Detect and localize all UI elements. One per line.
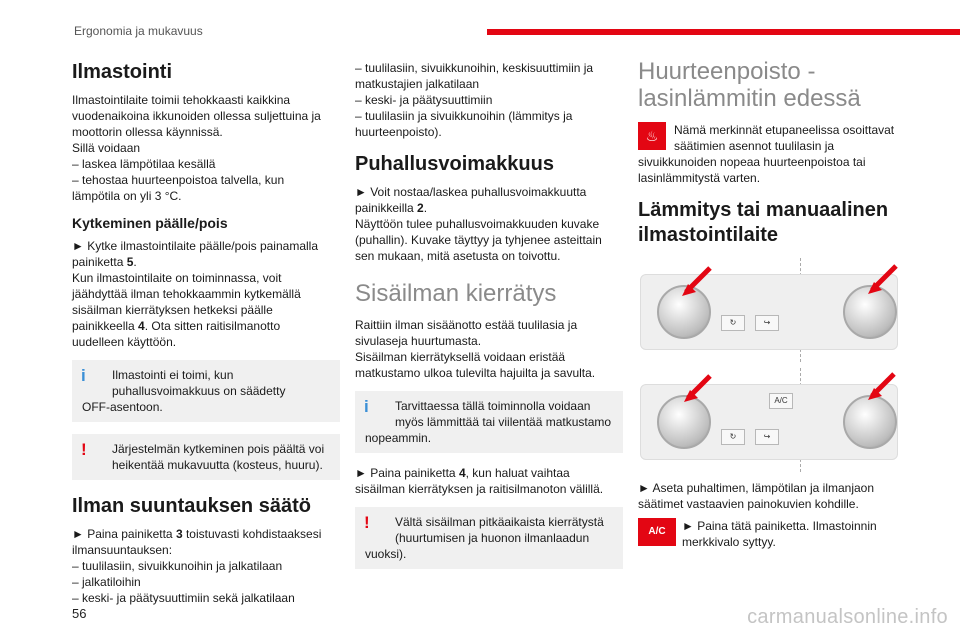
warning-icon: ! [81,440,87,459]
note-line: Ilmastointi ei toimi, kun [112,368,234,382]
body-line: matkustajien jalkatilaan [355,77,480,91]
intro-line: Sillä voidaan [72,141,141,155]
body-line: merkkivalo syttyy. [682,535,776,549]
recirculation-instructions [355,465,623,497]
body-line: (puhallin). Kuvake täyttyy ja tyhjenee asteittain [355,233,602,247]
arrow-icons [638,258,900,362]
intro-line: moottorin ollessa käynnissä. [72,125,223,139]
step-line: ► Aseta puhaltimen, lämpötilan ja ilmanjaon [638,481,875,495]
heading-fan-speed: Puhallusvoimakkuus [355,153,554,175]
info-note [72,360,340,422]
body-line: sisäilman kierrätyksen hetkeksi päälle [72,303,273,317]
heading-line: Huurteenpoisto - [638,58,816,85]
airflow-button: ↪ [755,429,779,445]
body-line: säätimien asennot tuulilasin ja [674,139,835,153]
watermark: carmanualsonline.info [747,606,948,628]
control-panel-figure-2 [638,368,900,472]
ac-button-text [638,518,900,550]
note-line: Vältä sisäilman pitkäaikaista kierrätystä [395,515,604,529]
step-line: painikkeilla 2. [355,201,428,215]
step-line: painiketta 5. [72,255,137,269]
heading-air-direction: Ilman suuntauksen säätö [72,495,311,517]
step-line: ► Kytke ilmastointilaite päälle/pois painamalla [72,239,318,253]
ac-panel-button: A/C [769,393,793,409]
control-panel-figure-1 [638,258,900,362]
warning-note [72,434,340,480]
heading-line: ilmastointilaite [638,224,779,246]
intro-line: lämpötila on yli 3 °C. [72,189,182,203]
note-line: myös lämmittää tai viilentää matkustamo [395,415,612,429]
step-line: ► Paina painiketta 3 toistuvasti kohdistaaksesi [72,527,322,541]
info-icon: i [81,366,86,385]
subheading-on-off: Kytkeminen päälle/pois [72,215,228,231]
body-line: – tuulilasiin, sivuikkunoihin, keskisuuttimiin ja [355,61,594,75]
intro-line: – laskea lämpötilaa kesällä [72,157,216,171]
note-line: puhallusvoimakkuus on säädetty [112,384,286,398]
body-line: – keski- ja päätysuuttimiin [355,93,493,107]
warning-note [355,507,623,569]
heading-ilmastointi: Ilmastointi [72,61,173,83]
page-number: 56 [72,606,87,621]
note-line: (huurtumisen ja huonon ilmanlaadun [395,531,590,545]
note-line: Järjestelmän kytkeminen pois päältä voi [112,442,325,456]
defrost-text [638,122,900,186]
body-line: – tuulilasiin ja sivuikkunoihin (lämmitys ja [355,109,573,123]
column-3 [638,58,900,556]
body-line: – jalkatiloihin [72,575,141,589]
body-line: painikkeella 4. Ota sitten raitisilmanotto [72,319,281,333]
note-line: OFF-asentoon. [82,400,163,414]
intro-paragraph [72,92,340,204]
body-line: Kun ilmastointilaite on toiminnassa, voit [72,271,282,285]
header-accent-bar [487,29,960,35]
body-line: – keski- ja päätysuuttimiin sekä jalkatilaan [72,591,295,605]
body-line: jäähdyttää ilman tehokkaammin kytkemällä [72,287,301,301]
heading-defrost [638,58,900,112]
body-line: uudelleen käyttöön. [72,335,177,349]
body-line: Näyttöön tulee puhallusvoimakkuuden kuvake [355,217,600,231]
heading-line: lasinlämmitin edessä [638,85,861,112]
step-line: ► Paina painiketta 4, kun haluat vaihtaa [355,466,570,480]
ac-button-icon: A/C [638,518,676,546]
body-line: sisäilman kierrätyksen ja raitisilmanoton välillä. [355,482,604,496]
body-line: matkustamo ulkoa tulevilta hajuilta ja savulta. [355,366,596,380]
warning-icon: ! [364,513,370,532]
arrow-icons [638,368,900,472]
heading-heating-manual-ac [638,198,900,248]
body-line: Raittiin ilman sisäänotto estää tuulilasia ja [355,318,578,332]
note-line: vuoksi). [365,547,407,561]
body-line: – tuulilasiin, sivuikkunoihin ja jalkatilaan [72,559,283,573]
step-line: ► Paina tätä painiketta. Ilmastoinnin [682,519,877,533]
body-line: sivuikkunoiden nopeaa huurteenpoistoa tai [638,155,866,169]
fan-speed-instructions [355,184,623,264]
note-line: heikentää mukavuutta (kosteus, huuru). [112,458,323,472]
body-line: Sisäilman kierrätyksellä voidaan eristää [355,350,566,364]
intro-line: Ilmastointilaite toimii tehokkaasti kaikkina [72,93,291,107]
on-off-instructions [72,238,340,350]
info-icon: i [364,397,369,416]
section-header: Ergonomia ja mukavuus [74,24,203,38]
heading-line: Lämmitys tai manuaalinen [638,199,889,221]
direction-continued [355,60,623,140]
body-line: Nämä merkinnät etupaneelissa osoittavat [674,123,895,137]
intro-line: vuodenaikoina ikkunoiden ollessa suljettuina ja [72,109,321,123]
air-direction-instructions [72,526,340,606]
heading-recirculation: Sisäilman kierrätys [355,280,557,307]
body-line: huurteenpoisto). [355,125,442,139]
intro-line: – tehostaa huurteenpoistoa talvella, kun [72,173,285,187]
column-1 [72,56,340,612]
airflow-button: ↪ [755,315,779,331]
note-line: Tarvittaessa tällä toiminnolla voidaan [395,399,591,413]
body-line: säätimet vastaavien painokuvien kohdille. [638,497,859,511]
windshield-defrost-icon: ♨ [638,122,666,150]
recirculation-text [355,317,623,381]
set-controls-text [638,480,900,512]
note-line: nopeammin. [365,431,432,445]
recirculation-button: ↻ [721,429,745,445]
body-line: ilmansuuntauksen: [72,543,173,557]
info-note [355,391,623,453]
column-2 [355,60,623,581]
body-line: sivulaseja huurtumasta. [355,334,482,348]
step-line: ► Voit nostaa/laskea puhallusvoimakkuutta [355,185,587,199]
body-line: sen mukaan, mitä asetusta on toivottu. [355,249,561,263]
body-line: lasinlämmitystä varten. [638,171,761,185]
recirculation-button: ↻ [721,315,745,331]
